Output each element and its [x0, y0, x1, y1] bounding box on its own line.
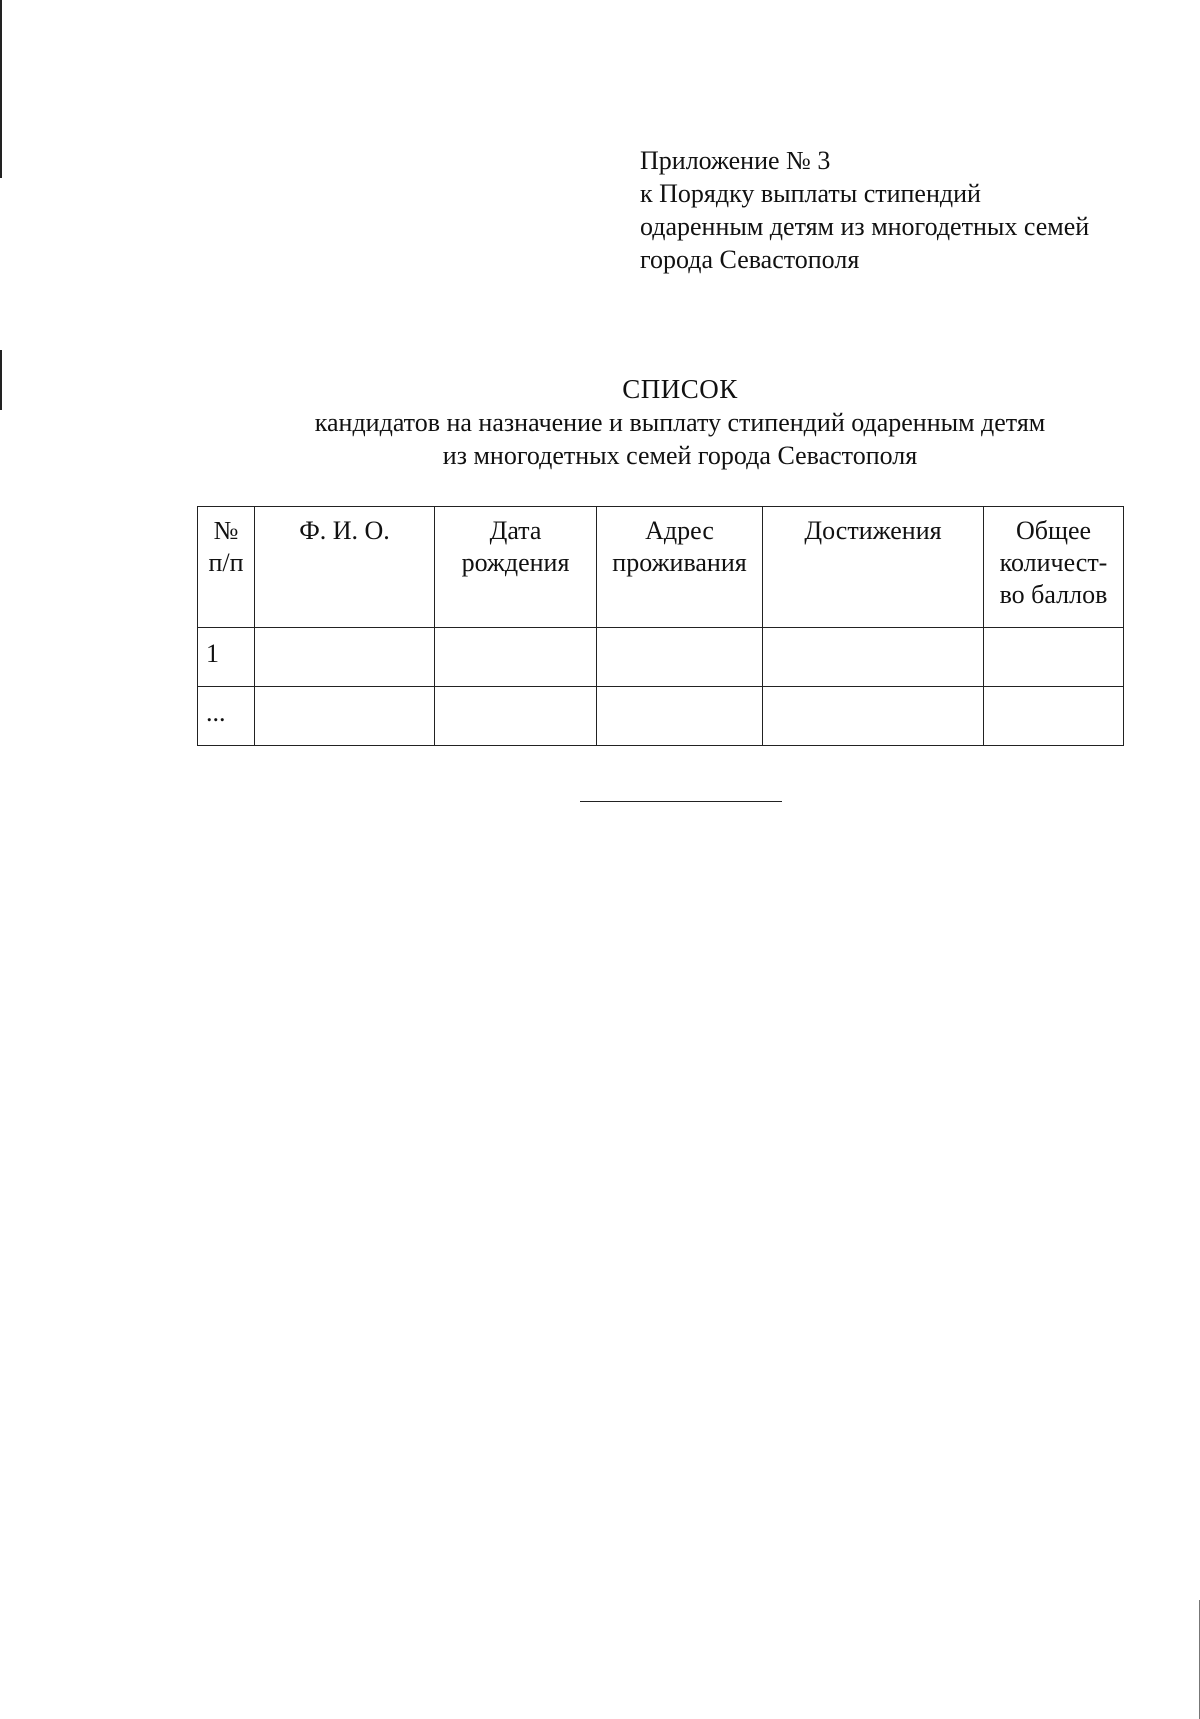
table-row [198, 687, 1124, 746]
document-subtitle-line: из многодетных семей города Севастополя [442, 441, 918, 470]
table-cell [255, 628, 435, 687]
scan-edge-mark [0, 350, 2, 410]
document-title: СПИСОК [622, 374, 738, 404]
table-cell [435, 687, 597, 746]
candidates-table [197, 506, 1124, 746]
table-cell [597, 628, 763, 687]
appendix-line: одаренным детям из многодетных семей [640, 212, 1090, 241]
appendix-reference [640, 144, 1089, 276]
header-birth-date: Дата рождения [435, 507, 597, 628]
table-cell [984, 628, 1124, 687]
scan-edge-mark [0, 0, 2, 178]
table-cell [984, 687, 1124, 746]
header-number: № п/п [198, 507, 255, 628]
header-total-points: Общее количест- во баллов [984, 507, 1124, 628]
header-achievements: Достижения [763, 507, 984, 628]
appendix-line: к Порядку выплаты стипендий [640, 179, 981, 208]
table-cell [763, 687, 984, 746]
appendix-line: Приложение № 3 [640, 146, 831, 175]
table-row [198, 628, 1124, 687]
table-header-row [198, 507, 1124, 628]
appendix-line: города Севастополя [640, 245, 860, 274]
table-cell: ... [198, 687, 255, 746]
document-subtitle-line: кандидатов на назначение и выплату стипендий одаренным детям [314, 408, 1046, 437]
table-cell [763, 628, 984, 687]
header-full-name: Ф. И. О. [255, 507, 435, 628]
end-separator-line [580, 801, 782, 802]
table-cell [597, 687, 763, 746]
table-cell [255, 687, 435, 746]
table-cell: 1 [198, 628, 255, 687]
table-cell [435, 628, 597, 687]
header-address: Адрес проживания [597, 507, 763, 628]
document-heading [180, 372, 1180, 472]
